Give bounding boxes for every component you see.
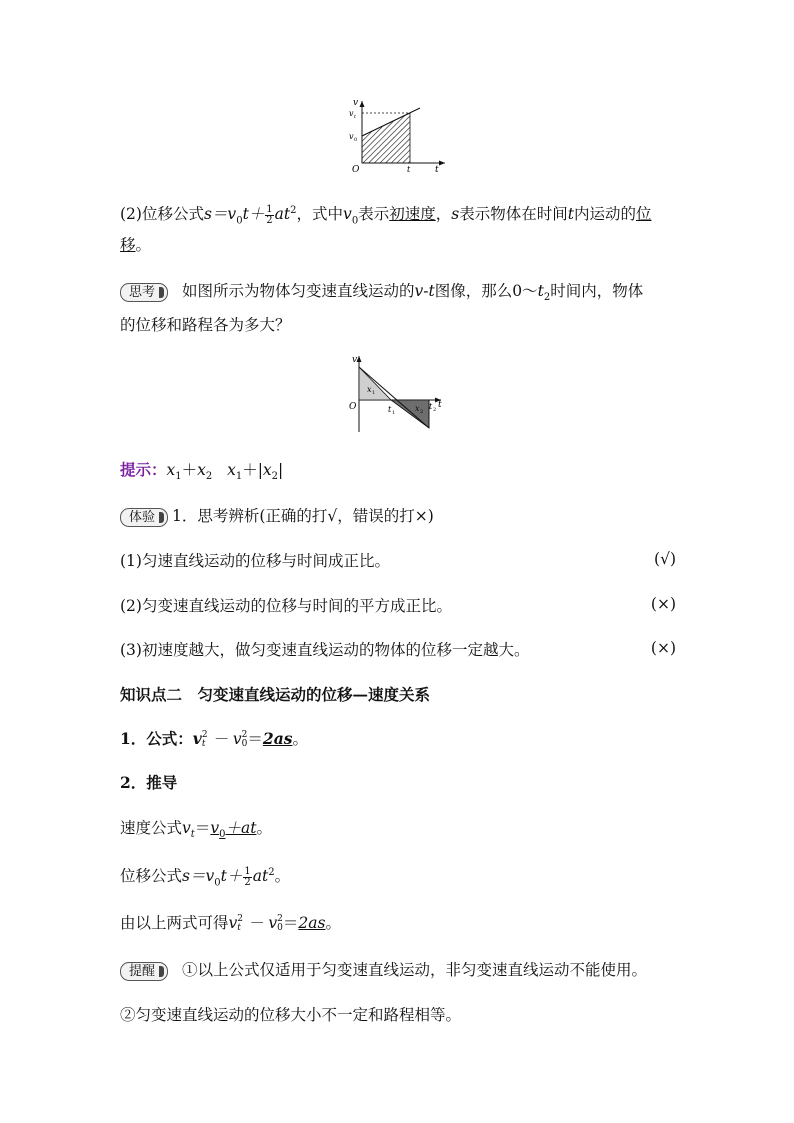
t-tick-label: t bbox=[407, 165, 411, 174]
x1-label: x bbox=[367, 385, 372, 394]
section-title: 知识点二 匀变速直线运动的位移—速度关系 bbox=[120, 685, 431, 704]
svg-text:1: 1 bbox=[372, 390, 376, 396]
displacement-formula: 位移公式$s=v_0t+$ $\frac{1}{2}$ $at^2$。 bbox=[120, 865, 291, 889]
fraction-half: $\frac{1}{2}$ bbox=[266, 203, 273, 226]
svg-text:2: 2 bbox=[433, 407, 437, 413]
judge-item-2-mark: (×) bbox=[650, 595, 676, 613]
judge-item-3-mark: (×) bbox=[650, 639, 676, 657]
initial-velocity-answer: 初速度 bbox=[389, 205, 436, 224]
svg-text:1: 1 bbox=[392, 410, 396, 416]
derived-relation: 由以上两式可得v 2 t － v 2 0 ＝2as。 bbox=[120, 914, 341, 933]
svg-text:t: t bbox=[438, 400, 442, 410]
origin-label: O bbox=[352, 165, 360, 175]
vt-graph-crossing-zero bbox=[345, 352, 445, 434]
think-question-line1: 思考 如图所示为物体匀变速直线运动的v-t图像，那么$0\sim t_2$时间内，物体 bbox=[120, 280, 643, 309]
judge-item-3: (3)初速度越大，做匀变速直线运动的物体的位移一定越大。 bbox=[120, 641, 530, 659]
think-badge: 思考 bbox=[120, 283, 168, 302]
svg-text:v: v bbox=[352, 355, 358, 365]
svg-text:2: 2 bbox=[420, 409, 424, 415]
experience-title: 体验 1．思考辨析(正确的打√，错误的打×) bbox=[120, 505, 434, 527]
svg-text:O: O bbox=[349, 402, 357, 412]
velocity-formula: 速度公式$v_t=v_0+at$。 bbox=[120, 819, 272, 841]
judge-item-1-mark: (√) bbox=[654, 550, 676, 568]
judge-item-1: (1)匀速直线运动的位移与时间成正比。 bbox=[120, 552, 390, 570]
remind-line2: ②匀变速直线运动的位移大小不一定和路程相等。 bbox=[120, 1006, 462, 1024]
svg-text:0: 0 bbox=[354, 137, 358, 143]
remind-badge: 提醒 bbox=[120, 962, 168, 981]
y-axis-label: v bbox=[353, 98, 359, 108]
vt-graph-uniform-acceleration bbox=[340, 95, 455, 177]
derivation-title: 2．推导 bbox=[120, 773, 178, 792]
v0-label: v bbox=[349, 132, 354, 141]
area-x2 bbox=[391, 400, 429, 428]
vt-label: v bbox=[349, 109, 354, 118]
x2-label: x bbox=[415, 404, 420, 413]
displacement-formula-line1: (2)位移公式$s=v_0t+$ $\frac{1}{2}$ $at^2$，式中$v_0$表示初速度，s表示物体在时间t内运动的位 bbox=[120, 203, 652, 227]
x-axis-label: t bbox=[435, 165, 439, 175]
hatched-area bbox=[362, 113, 410, 163]
svg-text:t: t bbox=[354, 114, 357, 120]
think-question-line2: 的位移和路程各为多大？ bbox=[120, 316, 291, 334]
remind-line1: 提醒 ①以上公式仅适用于匀变速直线运动，非匀变速直线运动不能使用。 bbox=[120, 959, 647, 981]
displacement-formula-line2: 移。 bbox=[120, 236, 152, 254]
judge-item-2: (2)匀变速直线运动的位移与时间的平方成正比。 bbox=[120, 597, 452, 615]
t2-label: t bbox=[429, 402, 433, 411]
formula-line: 1．公式：v 2 t － v 2 0 ＝2as。 bbox=[120, 729, 308, 749]
hint-answer: 提示：$x_1+x_2$ $x_1+|x_2|$ bbox=[120, 460, 284, 483]
t1-label: t bbox=[388, 405, 392, 414]
experience-badge: 体验 bbox=[120, 508, 168, 527]
